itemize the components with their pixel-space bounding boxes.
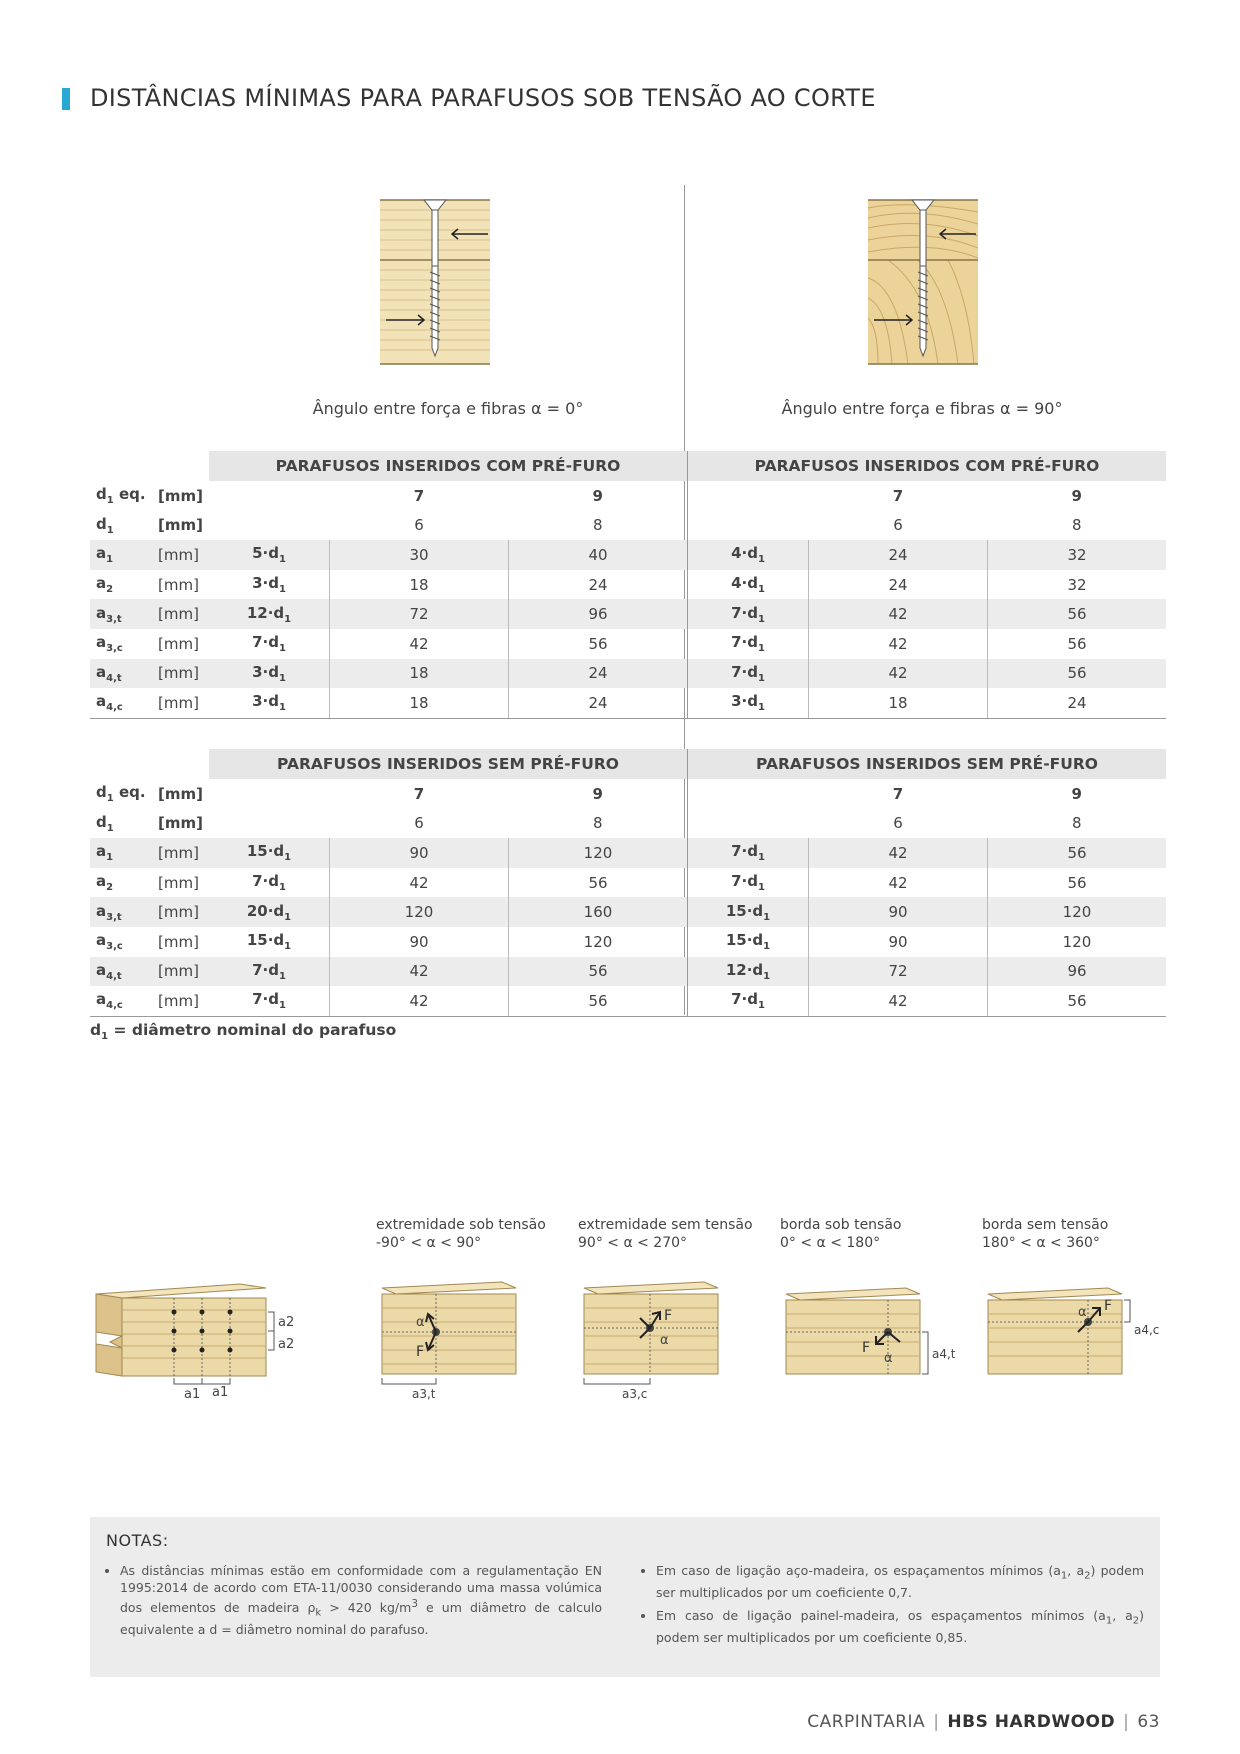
table-row-a3c: $a_{3,c}$ [mm] $15\cdot d_1$ 90 120 $15\cdot d_1$ 90 120: [90, 927, 1166, 957]
notes-box: [90, 1517, 1160, 1677]
table-heading-90deg: PARAFUSOS INSERIDOS SEM PRÉ-FURO: [688, 749, 1167, 779]
a2-label-bottom: a2: [278, 1337, 295, 1352]
a3c-label: a3,c: [622, 1387, 648, 1401]
table-row-a2: $a_2$ [mm] $7\cdot d_1$ 42 56 $7\cdot d_1$ 42 56: [90, 868, 1166, 898]
edge-loaded-diagram: [776, 1272, 976, 1402]
note-item: • Em caso de ligação painel-madeira, os espaçamentos mínimos ($a_1$, $a_2$) podem ser multiplicados por um coeficiente 0,85.: [656, 1608, 1144, 1647]
angle-caption-90: Ângulo entre força e fibras α = 90°: [781, 399, 1063, 418]
diagram-caption-3: borda sob tensão 0° < α < 180°: [780, 1217, 902, 1251]
notes-title: NOTAS:: [106, 1531, 169, 1550]
spacing-grid-diagram: [90, 1276, 300, 1400]
page-title: DISTÂNCIAS MÍNIMAS PARA PARAFUSOS SOB TENSÃO AO CORTE: [90, 84, 876, 112]
table-row-d1: $d_1$ [mm] 6 8 6 8: [90, 809, 1166, 839]
force-label: F: [416, 1344, 425, 1360]
a2-label-top: a2: [278, 1315, 295, 1330]
spacing-table-pre-drilled: [90, 451, 1166, 719]
table-row-d1: $d_1$ [mm] 6 8 6 8: [90, 511, 1166, 541]
notes-right: [638, 1563, 1144, 1652]
page-footer: CARPINTARIA | HBS HARDWOOD | 63: [807, 1712, 1160, 1732]
alpha-label: α: [1078, 1305, 1087, 1320]
alpha-label: α: [416, 1315, 425, 1330]
screw-parallel-illustration: [380, 198, 490, 370]
footer-product: HBS HARDWOOD: [947, 1712, 1116, 1732]
table-row-a1: $a_1$ [mm] $5\cdot d_1$ 30 40 $4\cdot d_1$ 24 32: [90, 540, 1166, 570]
diagram-caption-4: borda sem tensão 180° < α < 360°: [982, 1217, 1109, 1251]
table-row-a4c: $a_{4,c}$ [mm] $7\cdot d_1$ 42 56 $7\cdot d_1$ 42 56: [90, 986, 1166, 1016]
alpha-label: α: [660, 1333, 669, 1348]
alpha-label: α: [884, 1351, 893, 1366]
table-row-a1: $a_1$ [mm] $15\cdot d_1$ 90 120 $7\cdot d_1$ 42 56: [90, 838, 1166, 868]
force-label: F: [862, 1340, 871, 1356]
end-unloaded-diagram: [574, 1272, 744, 1402]
table-row-a4t: $a_{4,t}$ [mm] $3\cdot d_1$ 18 24 $7\cdot d_1$ 42 56: [90, 659, 1166, 689]
a4t-label: a4,t: [932, 1347, 956, 1361]
force-label: F: [1104, 1298, 1113, 1314]
note-item: • Em caso de ligação aço-madeira, os espaçamentos mínimos ($a_1$, $a_2$) podem ser multiplicados por um coeficiente 0,7.: [656, 1563, 1144, 1602]
screw-perpendicular-illustration: [868, 198, 978, 370]
a1-label-right: a1: [212, 1385, 229, 1400]
table-row-a3t: $a_{3,t}$ [mm] $12\cdot d_1$ 72 96 $7\cdot d_1$ 42 56: [90, 599, 1166, 629]
table-row-d1eq: $d_1$ eq. [mm] 7 9 7 9: [90, 779, 1166, 809]
note-item: • As distâncias mínimas estão em conformidade com a regulamentação EN 1995:2014 de acordo com ETA-11/0030 considerando uma massa volúmica dos elementos de madeira $\rho_k > 420$ $kg/m^3$ e um diâmetro de calculo equivalente a d = diâmetro nominal do parafuso.: [120, 1563, 602, 1639]
title-accent-bar: [62, 88, 70, 110]
diagram-caption-2: extremidade sem tensão 90° < α < 270°: [578, 1217, 753, 1251]
a1-label-left: a1: [184, 1387, 201, 1400]
table-row-d1eq: $d_1$ eq. [mm] 7 9 7 9: [90, 481, 1166, 511]
table-heading-90deg: PARAFUSOS INSERIDOS COM PRÉ-FURO: [688, 451, 1167, 481]
table-legend: $d_1$ = diâmetro nominal do parafuso: [90, 1021, 397, 1043]
a3t-label: a3,t: [412, 1387, 436, 1401]
table-row-a2: $a_2$ [mm] $3\cdot d_1$ 18 24 $4\cdot d_1$ 24 32: [90, 570, 1166, 600]
end-loaded-diagram: [372, 1272, 542, 1402]
notes-left: [102, 1563, 602, 1645]
table-row-a4c: $a_{4,c}$ [mm] $3\cdot d_1$ 18 24 $3\cdot d_1$ 18 24: [90, 688, 1166, 718]
table-row-a4t: $a_{4,t}$ [mm] $7\cdot d_1$ 42 56 $12\cdot d_1$ 72 96: [90, 957, 1166, 987]
force-label: F: [664, 1308, 673, 1324]
edge-unloaded-diagram: [978, 1272, 1178, 1402]
table-row-a3c: $a_{3,c}$ [mm] $7\cdot d_1$ 42 56 $7\cdot d_1$ 42 56: [90, 629, 1166, 659]
table-heading-0deg: PARAFUSOS INSERIDOS COM PRÉ-FURO: [209, 451, 688, 481]
spacing-table-not-pre-drilled: [90, 749, 1166, 1017]
table-heading-0deg: PARAFUSOS INSERIDOS SEM PRÉ-FURO: [209, 749, 688, 779]
table-row-a3t: $a_{3,t}$ [mm] $20\cdot d_1$ 120 160 $15\cdot d_1$ 90 120: [90, 897, 1166, 927]
footer-section: CARPINTARIA: [807, 1712, 926, 1732]
angle-caption-0: Ângulo entre força e fibras α = 0°: [312, 399, 584, 418]
page-number: 63: [1137, 1712, 1160, 1732]
diagram-caption-1: extremidade sob tensão -90° < α < 90°: [376, 1217, 546, 1251]
a4c-label: a4,c: [1134, 1323, 1160, 1337]
